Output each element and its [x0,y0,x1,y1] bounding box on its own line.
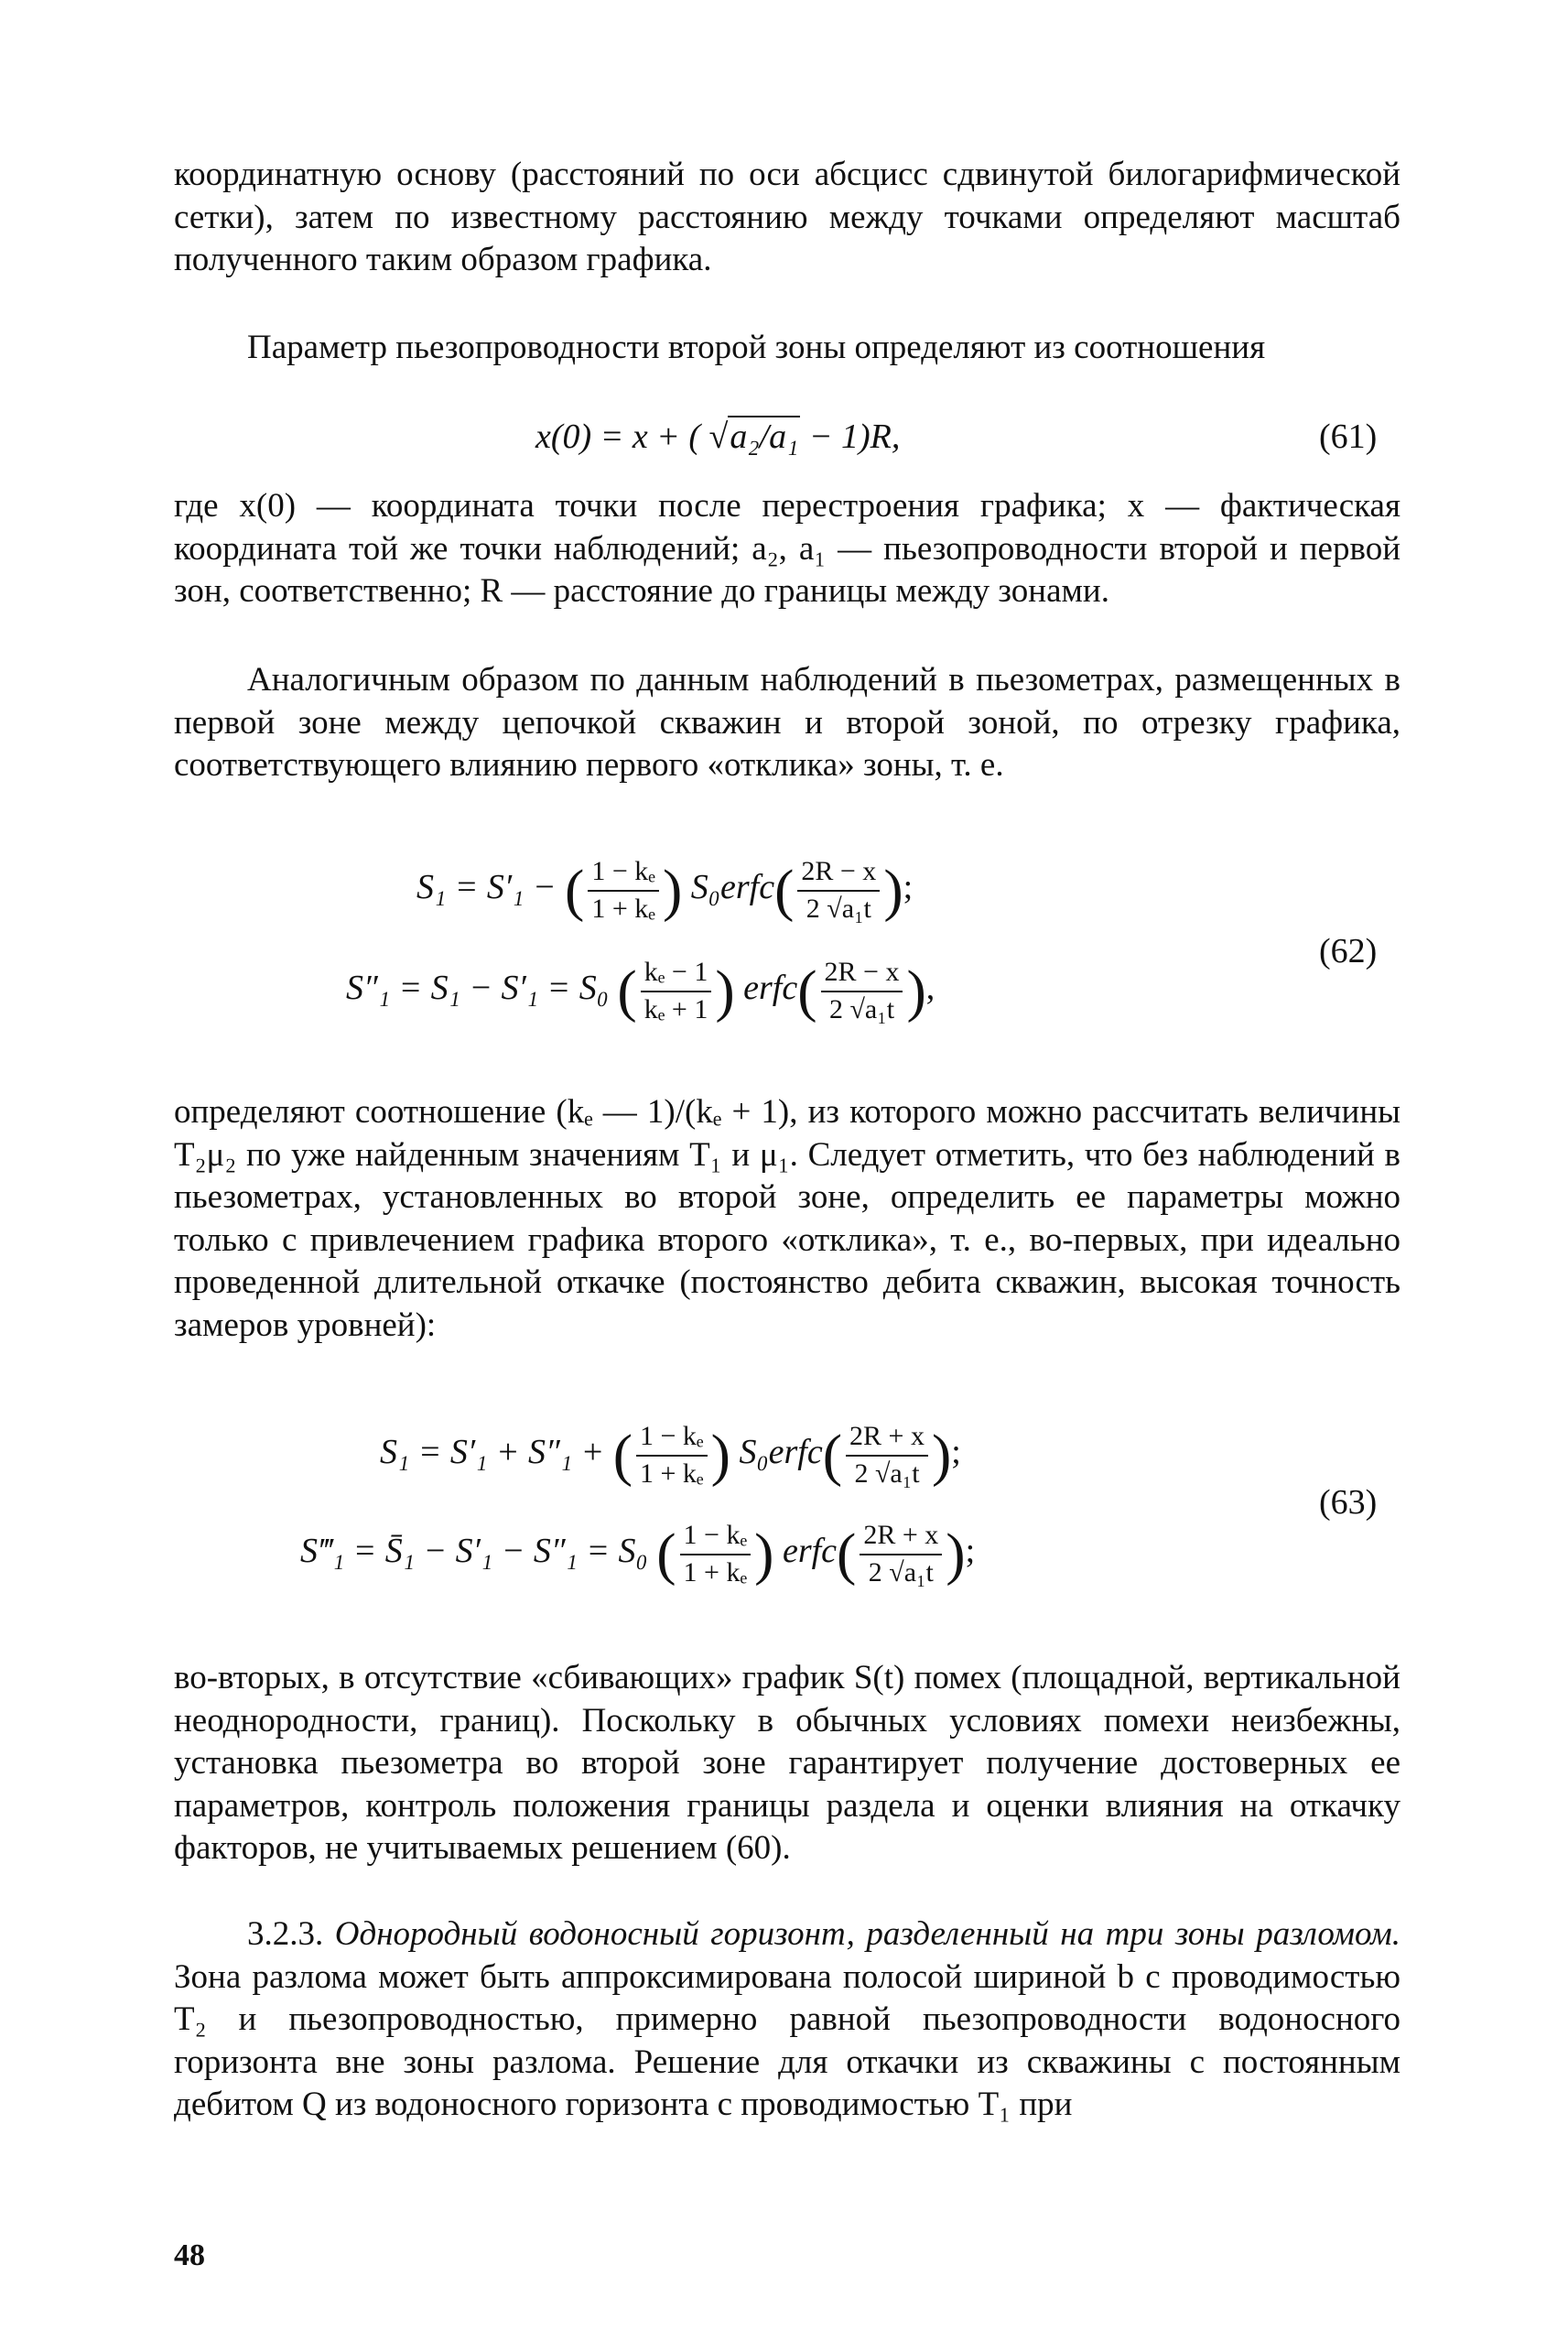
section-number: 3.2.3. [247,1915,324,1953]
paragraph-definitions: где x(0) — координата точки после перестроения графика; x — фактическая координата той же точки наблюдений; a₂, a₁ — пьезопроводности второй и первой зон, соответственно; R — расстояние до границы между зонами. [174,487,1400,610]
equation-61: x(0) = x + ( √a₂/a₁ − 1)R, [535,417,901,456]
equation-number-62: (62) [1319,932,1378,970]
equation-number-63: (63) [1319,1483,1378,1522]
equation-62-line-1: S₁ = S′₁ − ( $\frac{\text{1 − kₑ}}{\text{1 + kₑ}}$ ) S₀erfc( $\frac{2R - x}{\text{2 √a₁t}}$ ); [416,856,914,924]
equation-number-61: (61) [1319,417,1378,456]
section-title: Однородный водоносный горизонт, разделенный на три зоны разломом. [334,1915,1400,1953]
paragraph-parameter: Параметр пьезопроводности второй зоны определяют из соотношения [247,329,1266,366]
paragraph-second: во-вторых, в отсутствие «сбивающих» график S(t) помех (площадной, вертикальной неоднородности, границ). Поскольку в обычных условиях помехи неизбежны, установка пьезометра во второй зоне гарантирует получение достоверных ее параметров, контроль положения границы раздела и оценки влияния на откачку факторов, не учитываемых решением (60). [174,1659,1400,1867]
paragraph-intro: координатную основу (расстояний по оси абсцисс сдвинутой билогарифмической сетки), затем по известному расстоянию между точками определяют масштаб полученного таким образом графика. [174,156,1400,278]
equation-63-line-1: S₁ = S′₁ + S″₁ + ( $\frac{\text{1 − kₑ}}{\text{1 + kₑ}}$ ) S₀erfc( $\frac{2R + x}{\text{2 √a₁t}}$ ); [380,1421,961,1489]
paragraph-ratio: определяют соотношение (kₑ — 1)/(kₑ + 1), из которого можно рассчитать величины T₂μ₂ по уже найденным значениям T₁ и μ₁. Следует отметить, что без наблюдений в пьезометрах, установленных во второй зоне, определить ее параметры можно только с привлечением графика второго «отклика», т. е., во-первых, при идеально проведенной длительной откачке (постоянство дебита скважин, высокая точность замеров уровней): [174,1093,1400,1344]
section-text: Зона разлома может быть аппроксимирована полосой шириной b с проводимостью T₂ и пьезопроводностью, примерно равной пьезопроводности водоносного горизонта вне зоны разлома. Решение для откачки из скважины с постоянным дебитом Q из водоносного горизонта с проводимостью T₁ при [174,1957,1400,2123]
equation-63-line-2: S‴₁ = S̄₁ − S′₁ − S″₁ = S₀ ( $\frac{\text{1 − kₑ}}{\text{1 + kₑ}}$ ) erfc( $\frac{2R + x}{\text{2 √a₁t}}$ ); [300,1520,976,1588]
equation-62-line-2: S″₁ = S₁ − S′₁ = S₀ ( $\frac{\text{kₑ − 1}}{\text{kₑ + 1}}$ ) erfc( $\frac{2R - x}{\text{2 √a₁t}}$ ), [346,957,935,1024]
page-number: 48 [174,2238,205,2272]
paragraph-analogous: Аналогичным образом по данным наблюдений в пьезометрах, размещенных в первой зоне между цепочкой скважин и второй зоной, по отрезку графика, соответствующего влиянию первого «отклика» зоны, т. е. [174,661,1400,784]
section-3-2-3 [174,1913,1400,2127]
